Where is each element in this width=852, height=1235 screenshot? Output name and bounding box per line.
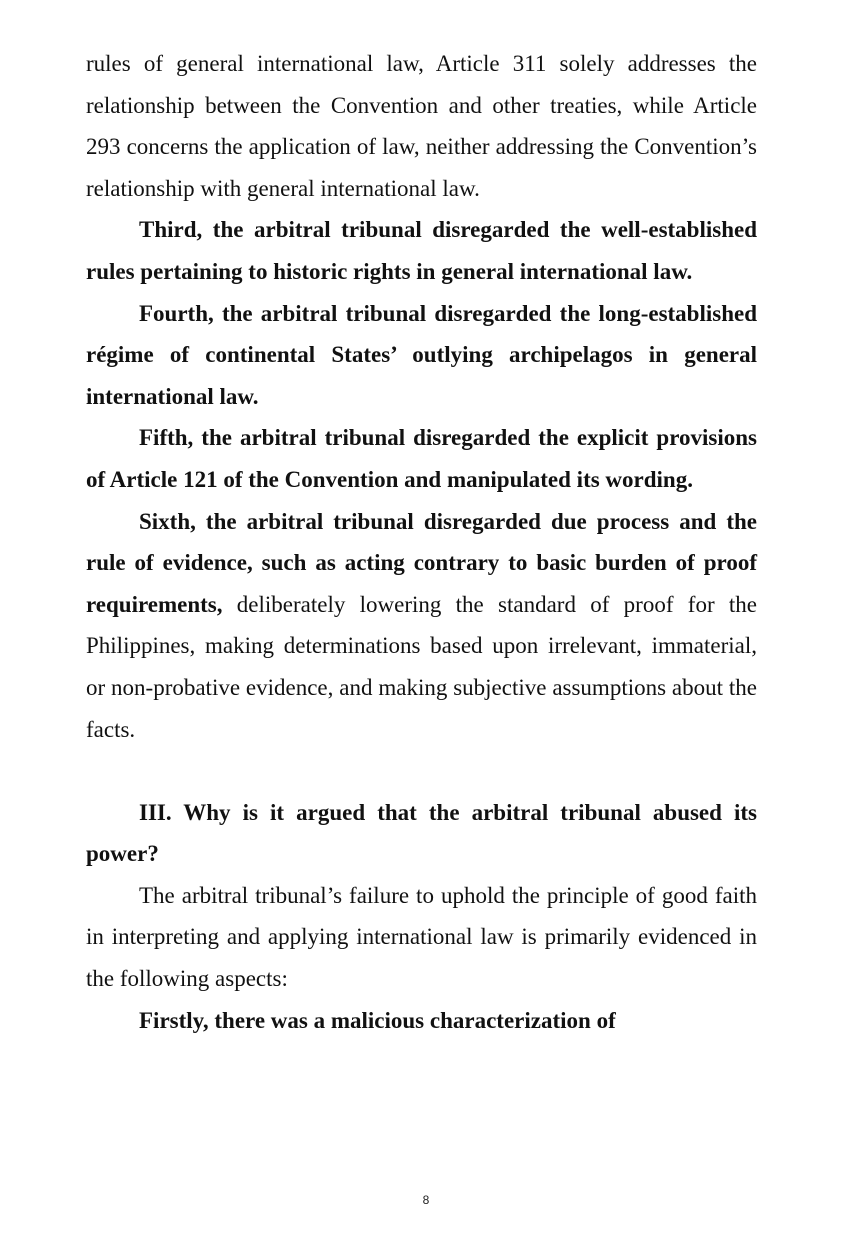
document-page: [86, 43, 757, 1041]
paragraph-continuation: rules of general international law, Article 311 solely addresses the relationship between the Convention and other treaties, while Article 293 concerns the application of law, neither addressing the Convention’s relationship with general international law.: [86, 51, 757, 201]
paragraph-third-point: Third, the arbitral tribunal disregarded the well-established rules pertaining to historic rights in general international law.: [86, 217, 757, 284]
page-number: 8: [422, 1193, 430, 1207]
paragraph-sixth-point: [86, 501, 757, 751]
section-heading: III. Why is it argued that the arbitral tribunal abused its power?: [86, 799, 757, 867]
sixth-point-body: deliberately lowering the standard of proof for the Philippines, making determinations based upon irrelevant, immaterial, or non-probative evidence, and making subjective assumptions about the facts.: [86, 591, 757, 742]
paragraph-fifth-point: Fifth, the arbitral tribunal disregarded the explicit provisions of Article 121 of the Convention and manipulated its wording.: [86, 425, 757, 492]
sixth-point-bold-lead: Sixth, the arbitral tribunal disregarded due process and the rule of evidence, such as acting contrary to basic burden of proof requirements,: [86, 508, 757, 617]
paragraph-good-faith: The arbitral tribunal’s failure to uphold the principle of good faith in interpreting and applying international law is primarily evidenced in the following aspects:: [86, 882, 757, 992]
section-spacer: [86, 750, 757, 792]
paragraph-firstly: Firstly, there was a malicious characterization of: [139, 1007, 616, 1033]
paragraph-fourth-point: Fourth, the arbitral tribunal disregarded the long-established régime of continental States’ outlying archipelagos in general international law.: [86, 300, 757, 409]
